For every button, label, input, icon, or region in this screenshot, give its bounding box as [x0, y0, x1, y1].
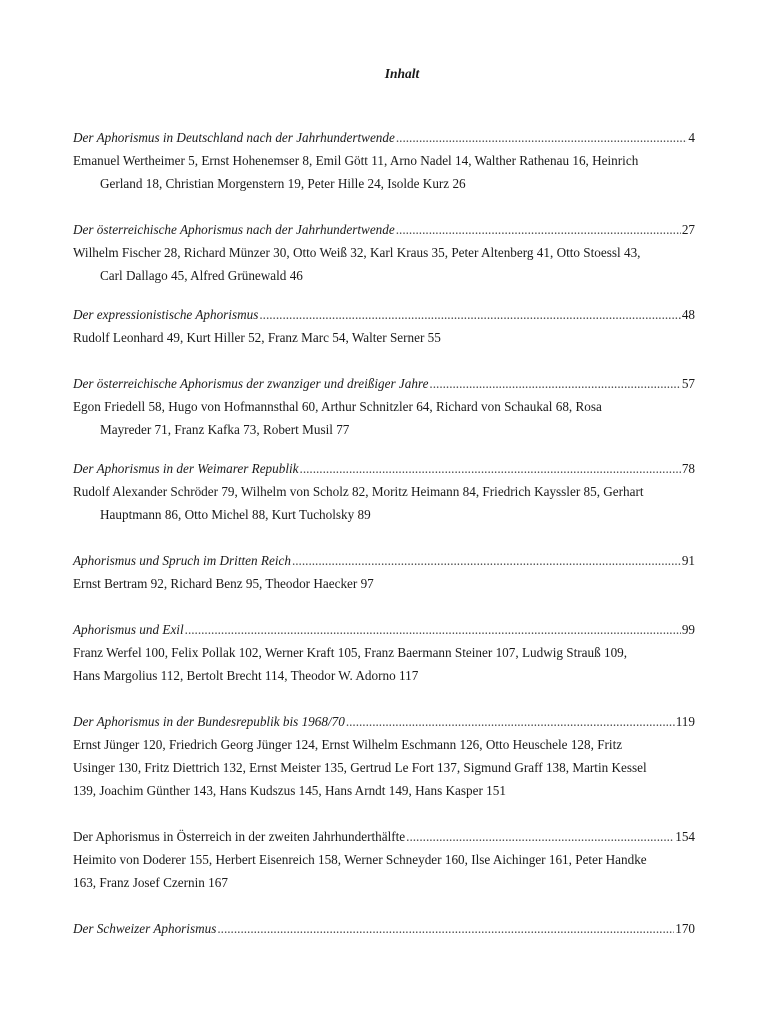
dot-leader: [429, 372, 680, 395]
author-line: Hans Margolius 112, Bertolt Brecht 114, Theodor W. Adorno 117: [73, 668, 419, 683]
author-line: Egon Friedell 58, Hugo von Hofmannsthal 60, Arthur Schnitzler 64, Richard von Schaukal 68, Rosa: [73, 399, 602, 414]
author-list: [73, 480, 695, 526]
dot-leader: [292, 549, 681, 572]
toc-heading-line: [73, 618, 695, 641]
author-line: Rudolf Alexander Schröder 79, Wilhelm von Scholz 82, Moritz Heimann 84, Friedrich Kayssler 85, Gerhart: [73, 484, 644, 499]
author-line: Ernst Jünger 120, Friedrich Georg Jünger 124, Ernst Wilhelm Eschmann 126, Otto Heuschele 128, Fritz: [73, 737, 623, 752]
author-line: Mayreder 71, Franz Kafka 73, Robert Musil 77: [100, 422, 350, 437]
author-list: [73, 241, 695, 287]
section-page-number: 154: [675, 829, 695, 844]
author-list: [73, 848, 695, 894]
author-list: [73, 733, 695, 802]
section-heading: Der Aphorismus in Österreich in der zweiten Jahrhunderthälfte: [73, 829, 406, 844]
section-page-number: 170: [675, 921, 695, 936]
section-heading: Aphorismus und Spruch im Dritten Reich: [73, 553, 291, 568]
dot-leader: [300, 457, 681, 480]
toc-section: [73, 549, 695, 595]
author-line: Hauptmann 86, Otto Michel 88, Kurt Tucholsky 89: [100, 507, 371, 522]
author-list: [73, 572, 695, 595]
toc-heading-line: [73, 710, 695, 733]
toc-heading-line: [73, 126, 695, 149]
toc-section: [73, 218, 695, 287]
section-page-number: 4: [688, 130, 695, 145]
author-line: Heimito von Doderer 155, Herbert Eisenreich 158, Werner Schneyder 160, Ilse Aichinger 161, Peter Handke: [73, 852, 647, 867]
section-page-number: 91: [681, 553, 695, 568]
page-title: Inhalt: [384, 66, 420, 81]
toc-heading-line: [73, 372, 695, 395]
dot-leader: [259, 303, 680, 326]
author-line: Wilhelm Fischer 28, Richard Münzer 30, Otto Weiß 32, Karl Kraus 35, Peter Altenberg 41, Otto Stoessl 43,: [73, 245, 641, 260]
author-line: Ernst Bertram 92, Richard Benz 95, Theodor Haecker 97: [73, 576, 374, 591]
toc-heading-line: [73, 457, 695, 480]
toc-section: [73, 372, 695, 441]
toc-heading-line: [73, 549, 695, 572]
toc-section: [73, 457, 695, 526]
toc-heading-line: [73, 917, 695, 940]
dot-leader: [406, 825, 674, 848]
toc-heading-line: [73, 218, 695, 241]
dot-leader: [217, 917, 674, 940]
toc-section: [73, 710, 695, 802]
toc-section: [73, 303, 695, 349]
author-list: [73, 149, 695, 195]
section-heading: Der Aphorismus in Deutschland nach der Jahrhundertwende: [73, 130, 395, 145]
toc-heading-line: [73, 825, 695, 848]
author-line: Franz Werfel 100, Felix Pollak 102, Werner Kraft 105, Franz Baermann Steiner 107, Ludwig Strauß 109,: [73, 645, 628, 660]
section-page-number: 27: [681, 222, 695, 237]
dot-leader: [346, 710, 675, 733]
section-heading: Der expressionistische Aphorismus: [73, 307, 259, 322]
section-heading: Der Aphorismus in der Bundesrepublik bis 1968/70: [73, 714, 345, 729]
section-page-number: 78: [681, 461, 695, 476]
author-line: Carl Dallago 45, Alfred Grünewald 46: [100, 268, 303, 283]
dot-leader: [396, 218, 681, 241]
section-heading: Der österreichische Aphorismus der zwanziger und dreißiger Jahre: [73, 376, 429, 391]
toc-heading-line: [73, 303, 695, 326]
section-heading: Aphorismus und Exil: [73, 622, 184, 637]
section-page-number: 48: [681, 307, 695, 322]
author-line: 163, Franz Josef Czernin 167: [73, 875, 228, 890]
toc-section: [73, 825, 695, 894]
author-line: Gerland 18, Christian Morgenstern 19, Peter Hille 24, Isolde Kurz 26: [100, 176, 466, 191]
section-page-number: 119: [675, 714, 695, 729]
author-list: [73, 395, 695, 441]
toc-section: [73, 126, 695, 195]
section-heading: Der Schweizer Aphorismus: [73, 921, 217, 936]
toc-section: [73, 618, 695, 687]
section-heading: Der Aphorismus in der Weimarer Republik: [73, 461, 299, 476]
author-line: Usinger 130, Fritz Diettrich 132, Ernst Meister 135, Gertrud Le Fort 137, Sigmund Graff 138, Martin Kessel: [73, 760, 647, 775]
section-page-number: 57: [681, 376, 695, 391]
author-list: [73, 641, 695, 687]
section-page-number: 99: [681, 622, 695, 637]
toc-section: [73, 917, 695, 940]
author-list: [73, 326, 695, 349]
author-line: Emanuel Wertheimer 5, Ernst Hohenemser 8, Emil Gött 11, Arno Nadel 14, Walther Rathenau 16, Heinrich: [73, 153, 639, 168]
dot-leader: [185, 618, 681, 641]
author-line: Rudolf Leonhard 49, Kurt Hiller 52, Franz Marc 54, Walter Serner 55: [73, 330, 441, 345]
dot-leader: [396, 126, 688, 149]
author-line: 139, Joachim Günther 143, Hans Kudszus 145, Hans Arndt 149, Hans Kasper 151: [73, 783, 506, 798]
section-heading: Der österreichische Aphorismus nach der Jahrhundertwende: [73, 222, 395, 237]
